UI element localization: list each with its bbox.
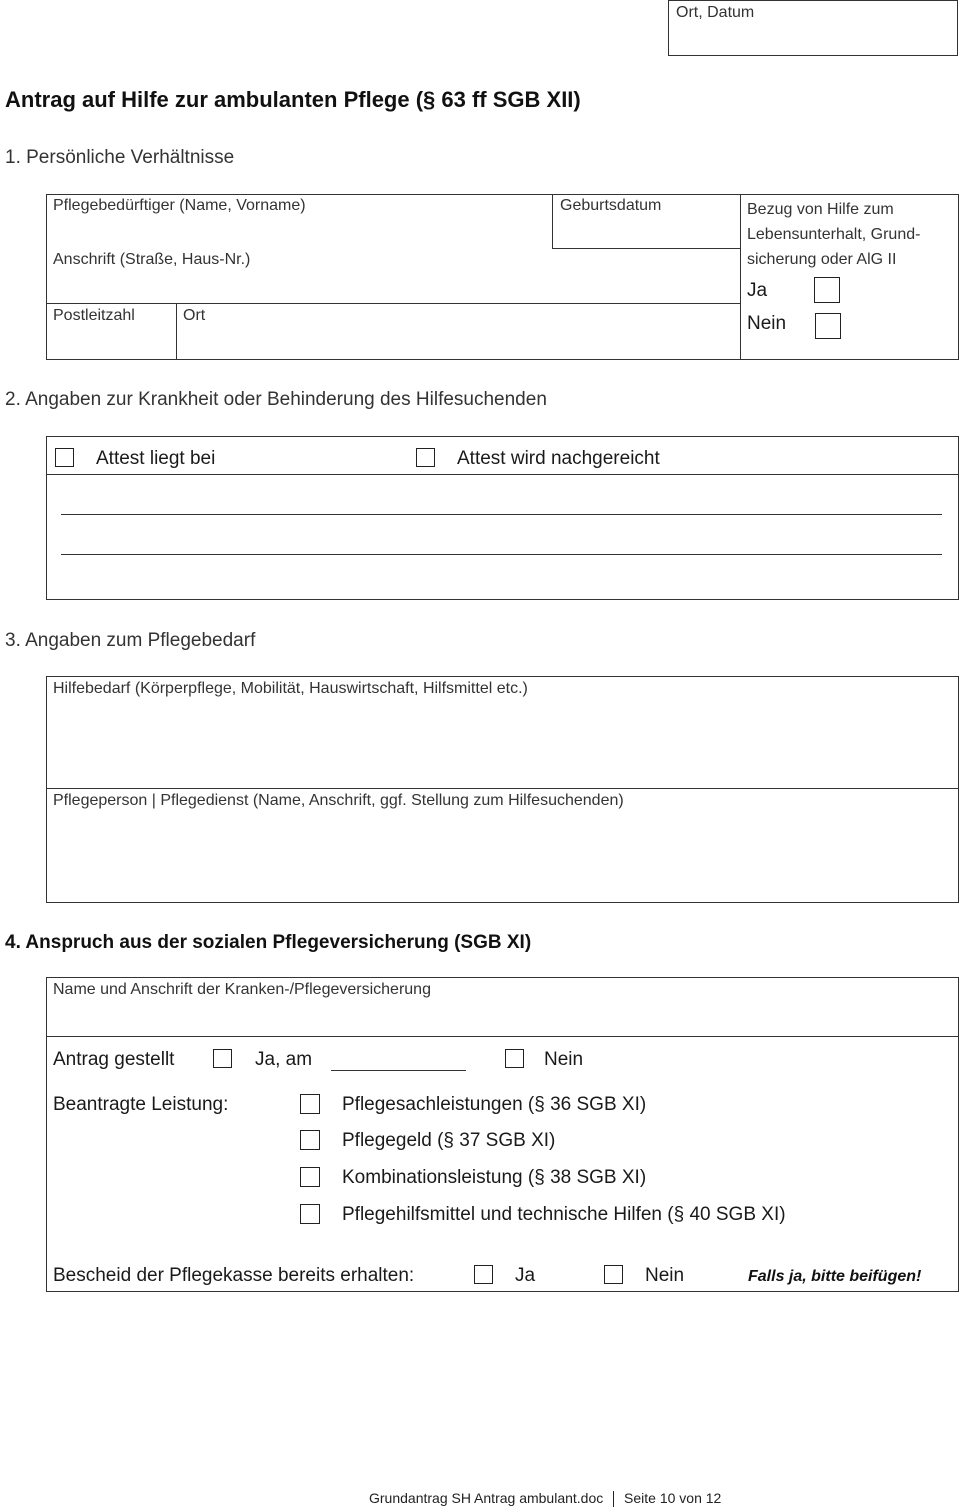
benefit-no-checkbox[interactable]	[815, 313, 841, 339]
insurer-label: Name und Anschrift der Kranken-/Pflegeversicherung	[53, 981, 431, 998]
benefit-label-line1: Bezug von Hilfe zum	[747, 201, 894, 218]
attest-later-checkbox[interactable]	[416, 448, 435, 467]
application-yes-checkbox[interactable]	[213, 1049, 232, 1068]
benefit-option-checkbox[interactable]	[300, 1094, 320, 1114]
section4-heading: 4. Anspruch aus der sozialen Pflegeversicherung (SGB XI)	[5, 932, 532, 953]
decision-no-checkbox[interactable]	[604, 1265, 623, 1284]
attest-attached-label: Attest liegt bei	[96, 448, 216, 469]
footer-separator	[613, 1491, 614, 1507]
section2-heading: 2. Angaben zur Krankheit oder Behinderung des Hilfesuchenden	[5, 389, 547, 410]
decision-note: Falls ja, bitte beifügen!	[748, 1268, 922, 1285]
decision-yes-label: Ja	[515, 1265, 536, 1286]
birthdate-label: Geburtsdatum	[560, 197, 662, 214]
decision-yes-checkbox[interactable]	[474, 1265, 493, 1284]
divider	[46, 788, 959, 789]
application-no-checkbox[interactable]	[505, 1049, 524, 1068]
benefit-no-label: Nein	[747, 313, 787, 334]
benefit-option-checkbox[interactable]	[300, 1130, 320, 1150]
page-title: Antrag auf Hilfe zur ambulanten Pflege (§ 63 ff SGB XII)	[5, 87, 581, 112]
benefit-option-label: Pflegehilfsmittel und technische Hilfen (§ 40 SGB XI)	[342, 1204, 786, 1225]
decision-no-label: Nein	[645, 1265, 685, 1286]
place-date-label: Ort, Datum	[676, 4, 755, 21]
attest-attached-checkbox[interactable]	[55, 448, 74, 467]
benefit-yes-checkbox[interactable]	[814, 277, 840, 303]
benefit-option-checkbox[interactable]	[300, 1167, 320, 1187]
care-need-field[interactable]	[48, 704, 957, 786]
care-need-label: Hilfebedarf (Körperpflege, Mobilität, Hauswirtschaft, Hilfsmittel etc.)	[53, 680, 528, 697]
insurer-field[interactable]	[48, 1004, 957, 1034]
benefit-requested-label: Beantragte Leistung:	[53, 1094, 229, 1115]
name-label: Pflegebedürftiger (Name, Vorname)	[53, 197, 306, 214]
caregiver-label: Pflegeperson | Pflegedienst (Name, Anschrift, ggf. Stellung zum Hilfesuchenden)	[53, 792, 624, 809]
benefit-option-label: Pflegesachleistungen (§ 36 SGB XI)	[342, 1094, 647, 1115]
divider	[46, 474, 959, 475]
benefit-yes-label: Ja	[747, 280, 768, 301]
benefit-option-label: Kombinationsleistung (§ 38 SGB XI)	[342, 1167, 647, 1188]
application-yes-label: Ja, am	[255, 1049, 313, 1070]
birthdate-field[interactable]	[554, 218, 736, 246]
city-label: Ort	[183, 307, 206, 324]
footer-filename: Grundantrag SH Antrag ambulant.doc	[369, 1490, 604, 1506]
application-label: Antrag gestellt	[53, 1049, 175, 1070]
benefit-option-label: Pflegegeld (§ 37 SGB XI)	[342, 1130, 556, 1151]
benefit-label-line2: Lebensunterhalt, Grund-	[747, 226, 921, 243]
divider	[46, 303, 740, 304]
divider	[46, 1036, 959, 1037]
footer	[369, 1490, 721, 1507]
illness-line-2[interactable]	[61, 554, 942, 555]
footer-page: Seite 10 von 12	[624, 1490, 722, 1506]
divider	[552, 248, 740, 249]
section3-heading: 3. Angaben zum Pflegebedarf	[5, 630, 256, 651]
caregiver-field[interactable]	[48, 816, 957, 901]
address-label: Anschrift (Straße, Haus-Nr.)	[53, 251, 251, 268]
benefit-label-line3: sicherung oder AlG II	[747, 251, 897, 268]
benefit-option-checkbox[interactable]	[300, 1204, 320, 1224]
attest-later-label: Attest wird nachgereicht	[457, 448, 660, 469]
section1-heading: 1. Persönliche Verhältnisse	[5, 147, 235, 168]
application-no-label: Nein	[544, 1049, 584, 1070]
illness-line-1[interactable]	[61, 514, 942, 515]
city-field[interactable]	[178, 328, 738, 358]
address-field[interactable]	[48, 272, 738, 301]
divider	[552, 194, 553, 249]
postcode-label: Postleitzahl	[53, 307, 135, 324]
divider	[740, 194, 741, 360]
name-field[interactable]	[48, 218, 548, 248]
postcode-field[interactable]	[48, 328, 174, 358]
decision-label: Bescheid der Pflegekasse bereits erhalten:	[53, 1265, 415, 1286]
divider	[176, 303, 177, 360]
application-date-field[interactable]	[331, 1070, 466, 1071]
